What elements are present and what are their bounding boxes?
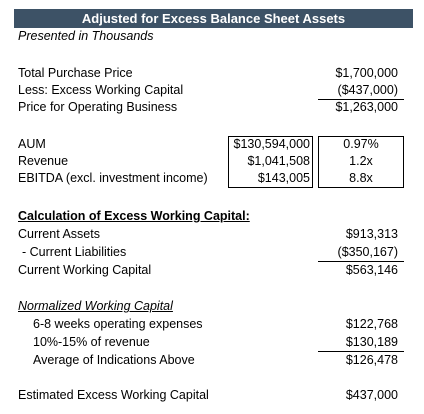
- current-assets-label: Current Assets: [18, 227, 100, 241]
- current-assets-value: $913,313: [345, 227, 398, 241]
- total-purchase-price-label: Total Purchase Price: [18, 66, 133, 80]
- normalized-subtotal-rule: [318, 351, 404, 352]
- working-capital-heading: Calculation of Excess Working Capital:: [18, 209, 250, 223]
- current-liabilities-value: ($350,167): [337, 245, 398, 259]
- revenue-percent-label: 10%-15% of revenue: [33, 335, 150, 349]
- estimated-excess-value: $437,000: [345, 388, 398, 402]
- ebitda-multiple: 8.8x: [349, 171, 373, 185]
- excess-working-capital-value: ($437,000): [337, 83, 398, 97]
- current-working-capital-value: $563,146: [345, 263, 398, 277]
- revenue-value: $1,041,508: [247, 154, 310, 168]
- operating-business-price-label: Price for Operating Business: [18, 100, 178, 114]
- operating-business-price-value: $1,263,000: [335, 100, 398, 114]
- normalized-heading: Normalized Working Capital: [18, 299, 173, 313]
- aum-value: $130,594,000: [233, 137, 310, 151]
- revenue-multiple: 1.2x: [349, 154, 373, 168]
- current-working-capital-label: Current Working Capital: [18, 263, 152, 277]
- revenue-label: Revenue: [18, 154, 69, 168]
- report-subtitle: Presented in Thousands: [18, 29, 154, 43]
- average-indications-label: Average of Indications Above: [33, 353, 195, 367]
- operating-expenses-label: 6-8 weeks operating expenses: [33, 317, 203, 331]
- current-liabilities-label: - Current Liabilities: [22, 245, 127, 259]
- aum-multiple: 0.97%: [343, 137, 379, 151]
- excess-working-capital-label: Less: Excess Working Capital: [18, 83, 184, 97]
- aum-label: AUM: [18, 137, 46, 151]
- ebitda-label: EBITDA (excl. investment income): [18, 171, 208, 185]
- ebitda-value: $143,005: [257, 171, 310, 185]
- operating-expenses-value: $122,768: [345, 317, 398, 331]
- total-purchase-price-value: $1,700,000: [335, 66, 398, 80]
- report-title: Adjusted for Excess Balance Sheet Assets: [14, 9, 413, 28]
- revenue-percent-value: $130,189: [345, 335, 398, 349]
- working-capital-subtotal-rule: [318, 261, 404, 262]
- average-indications-value: $126,478: [345, 353, 398, 367]
- estimated-excess-label: Estimated Excess Working Capital: [18, 388, 209, 402]
